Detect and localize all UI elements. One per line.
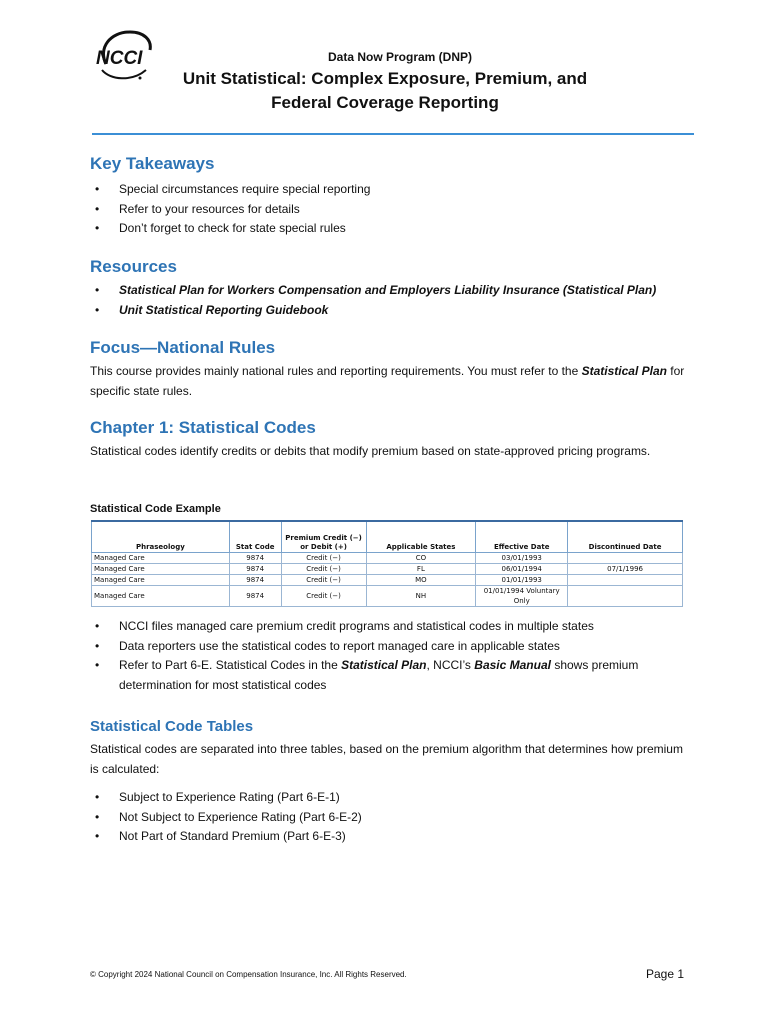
list-item: • Refer to your resources for details: [95, 201, 300, 216]
header-divider: [92, 133, 694, 135]
page-title: [150, 67, 620, 115]
list-item: • Subject to Experience Rating (Part 6-E-1): [95, 790, 340, 804]
list-item: • Unit Statistical Reporting Guidebook: [95, 302, 329, 317]
list-item: • Special circumstances require special reporting: [95, 182, 371, 196]
key-takeaways-heading: Key Takeaways: [90, 154, 215, 173]
table-header: Effective Date: [476, 521, 568, 553]
key-takeaways-list: [92, 180, 692, 239]
table-row: Managed Care 9874 Credit (−) NH 01/01/1994 Voluntary Only: [92, 586, 683, 607]
list-item: • Data reporters use the statistical codes to report managed care in applicable states: [95, 638, 560, 653]
table-row: Managed Care 9874 Credit (−) MO 01/01/1993: [92, 575, 683, 586]
chapter-1-intro: Statistical codes identify credits or debits that modify premium based on state-approved pricing programs.: [90, 444, 651, 458]
table-header: Phraseology: [92, 521, 230, 553]
resources-list: [92, 281, 692, 320]
chapter-1-heading: Chapter 1: Statistical Codes: [90, 418, 316, 437]
list-item: • Not Subject to Experience Rating (Part 6-E-2): [95, 809, 362, 824]
code-tables-intro: Statistical codes are separated into three tables, based on the premium algorithm that determines how premium is calculated:: [90, 742, 683, 776]
statistical-code-table: [91, 520, 683, 607]
focus-heading: Focus—National Rules: [90, 338, 276, 357]
logo-text: NCCI: [96, 48, 143, 69]
resources-heading: Resources: [90, 257, 177, 276]
table-header: Discontinued Date: [568, 521, 683, 553]
list-item: • Refer to Part 6-E. Statistical Codes in the Statistical Plan, NCCI’s Basic Manual shows premium determination for most statistical codes: [95, 658, 639, 692]
list-item: • NCCI files managed care premium credit programs and statistical codes in multiple states: [95, 619, 594, 633]
list-item: • Statistical Plan for Workers Compensation and Employers Liability Insurance (Statistical Plan): [95, 283, 657, 297]
program-label: Data Now Program (DNP): [327, 50, 473, 64]
chapter-1-bullets: [92, 617, 692, 695]
title-line-2: Federal Coverage Reporting: [271, 93, 499, 112]
page-number: Page 1: [646, 967, 685, 981]
table-row: Managed Care 9874 Credit (−) CO 03/01/1993: [92, 553, 683, 564]
code-tables-heading: Statistical Code Tables: [90, 718, 254, 735]
example-label: Statistical Code Example: [90, 503, 221, 515]
table-header: Premium Credit (−) or Debit (+): [281, 521, 366, 553]
table-row: Managed Care 9874 Credit (−) FL 06/01/1994 07/1/1996: [92, 564, 683, 575]
code-tables-list: [92, 788, 692, 847]
table-header: Applicable States: [366, 521, 476, 553]
table-header: Stat Code: [229, 521, 281, 553]
focus-paragraph: This course provides mainly national rules and reporting requirements. You must refer to the Statistical Plan for specific state rules.: [90, 364, 685, 398]
title-line-1: Unit Statistical: Complex Exposure, Premium, and: [182, 69, 588, 88]
copyright: © Copyright 2024 National Council on Compensation Insurance, Inc. All Rights Reserved.: [90, 970, 407, 979]
list-item: • Don’t forget to check for state special rules: [95, 221, 346, 235]
list-item: • Not Part of Standard Premium (Part 6-E-3): [95, 829, 346, 843]
